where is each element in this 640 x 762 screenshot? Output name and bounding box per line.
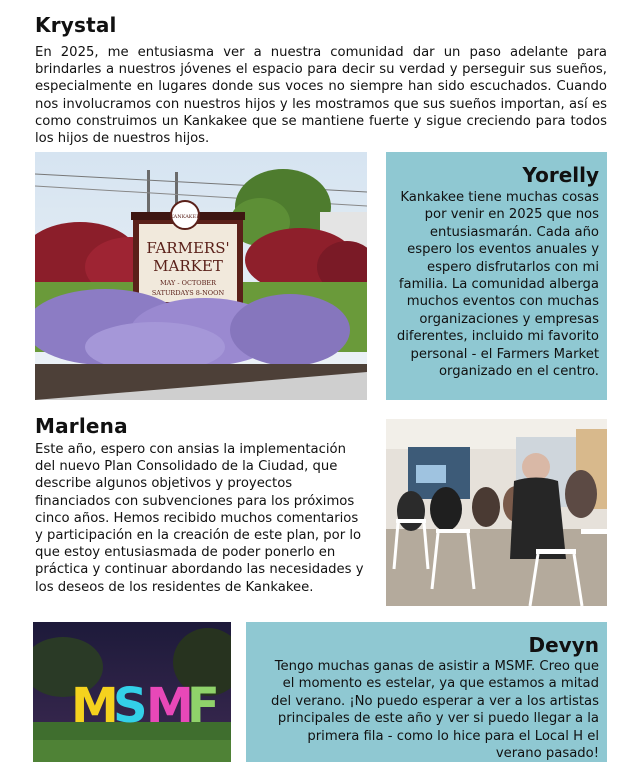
devyn-name: Devyn xyxy=(528,633,599,657)
yorelly-text: Kankakee tiene muchas cosas por venir en 2025 que nos entusiasmarán. Cada año espero los eventos anuales y espero disfrutarlos con mi familia. La comunidad alberga muchos eventos con muchas organizaciones y empresas diferentes, incluido mi favorito personal - el Farmers Market organizado en el centro. xyxy=(396,190,599,380)
msmf-letter-m2: M xyxy=(146,678,194,734)
sign-line2: MARKET xyxy=(153,257,223,275)
sign-line4: SATURDAYS 8-NOON xyxy=(151,289,225,297)
krystal-name: Krystal xyxy=(35,13,117,37)
yorelly-box xyxy=(386,152,607,400)
krystal-text: En 2025, me entusiasma ver a nuestra comunidad dar un paso adelante para brindarles a nuestros jóvenes el espacio para decir su verdad y perseguir sus sueños, especialmente en lugares donde sus voces no siempre han sido escuchados. Cuando nos involucramos con nuestros hijos y les mostramos que sus sueños importan, así es como construimos un Kankakee que se mantiene fuerte y sigue creciendo para todos los hijos de nuestros hijos. xyxy=(35,45,607,147)
msmf-letter-f: F xyxy=(187,678,220,734)
yorelly-name: Yorelly xyxy=(522,163,599,187)
marlena-name: Marlena xyxy=(35,414,128,438)
msmf-letter-s: S xyxy=(113,678,148,734)
marlena-text: Este año, espero con ansias la implementación del nuevo Plan Consolidado de la Ciudad, que describe algunos objetivos y proyectos financiados con subvenciones para los próximos cinco años. Hemos recibido muchos comentarios y participación en la creación de este plan, por lo que estoy entusiasmada de poder ponerlo en práctica y continuar abordando las necesidades y los deseos de los residentes de Kankakee. xyxy=(35,442,364,595)
msmf-photo xyxy=(33,622,231,762)
devyn-box xyxy=(246,622,607,762)
sign-line1: FARMERS' xyxy=(146,239,230,257)
sign-line3: MAY - OCTOBER xyxy=(159,279,217,287)
devyn-text: Tengo muchas ganas de asistir a MSMF. Creo que el momento es estelar, ya que estamos a mitad del verano. ¡No puedo esperar a ver a los artistas principales de este año y ver si puedo llegar a la primera fila - como lo hice para el Local H el verano pasado! xyxy=(270,659,599,762)
msmf-letter-m1: M xyxy=(71,678,119,734)
meeting-photo xyxy=(386,419,607,606)
farmers-market-photo xyxy=(35,152,367,400)
sign-seal: KANKAKEE xyxy=(170,214,200,220)
